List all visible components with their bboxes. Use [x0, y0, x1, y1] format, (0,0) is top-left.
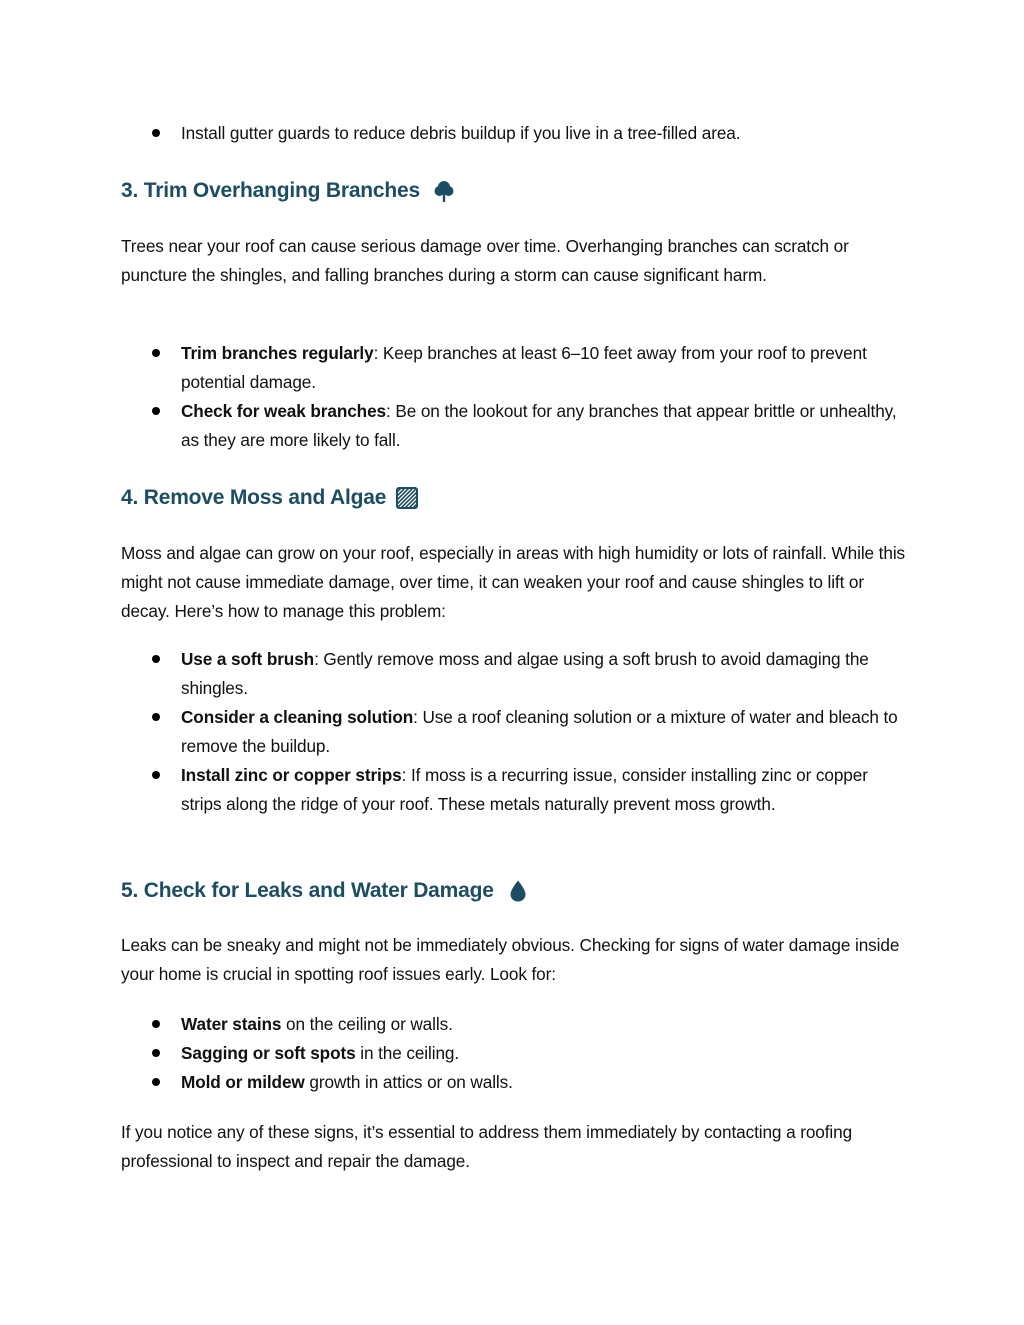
section-check-leaks — [121, 876, 911, 906]
list-item-text: in the ceiling. — [355, 1043, 460, 1063]
water-drop-icon — [506, 879, 530, 903]
bullet-icon — [152, 655, 160, 663]
list-item — [121, 645, 911, 703]
list-item — [121, 703, 911, 761]
section-title: 5. Check for Leaks and Water Damage — [121, 879, 494, 902]
list-item-text: : Keep branches at least 6–10 feet away from your roof to prevent potential damage. — [181, 343, 867, 392]
list-item-bold: Check for weak branches — [181, 401, 386, 421]
section-title: 3. Trim Overhanging Branches — [121, 179, 420, 202]
list-item-text: : Gently remove moss and algae using a soft brush to avoid damaging the shingles. — [181, 649, 869, 698]
section-heading — [121, 483, 911, 513]
closing-paragraph — [121, 1118, 911, 1176]
section-remove-moss — [121, 483, 911, 513]
bullet-icon — [152, 1020, 160, 1028]
bullet-icon — [152, 129, 160, 137]
list-item-text: Install gutter guards to reduce debris buildup if you live in a tree-filled area. — [181, 123, 741, 143]
list-item-text: on the ceiling or walls. — [281, 1014, 453, 1034]
paragraph: Moss and algae can grow on your roof, especially in areas with high humidity or lots of rainfall. While this might not cause immediate damage, over time, it can weaken your roof and cause shingles to lift or decay. Here’s how to manage this problem: — [121, 543, 906, 621]
list-item-bold: Use a soft brush — [181, 649, 315, 669]
list-item — [121, 1039, 911, 1068]
paragraph: If you notice any of these signs, it’s essential to address them immediately by contacting a roofing professional to inspect and repair the damage. — [121, 1122, 853, 1171]
list-item-bold: Sagging or soft spots — [181, 1043, 356, 1063]
tree-icon — [432, 179, 456, 203]
list-item-bold: Consider a cleaning solution — [181, 707, 414, 727]
list-item-text: growth in attics or on walls. — [304, 1072, 513, 1092]
list-item-bold: Install zinc or copper strips — [181, 765, 402, 785]
list-item — [121, 1068, 911, 1097]
section-heading — [121, 876, 911, 906]
list-item-bold: Water stains — [181, 1014, 282, 1034]
list-item — [121, 397, 911, 455]
list-item-text: : Be on the lookout for any branches that appear brittle or unhealthy, as they are more likely to fall. — [181, 401, 897, 450]
section-bullet-list — [121, 339, 911, 455]
bullet-icon — [152, 349, 160, 357]
bullet-icon — [152, 407, 160, 415]
list-item-text: : If moss is a recurring issue, consider installing zinc or copper strips along the ridge of your roof. These metals naturally prevent moss growth. — [181, 765, 868, 814]
list-item-bold: Mold or mildew — [181, 1072, 305, 1092]
section-trim-branches — [121, 176, 911, 206]
intro-bullet-list — [121, 119, 911, 148]
section-paragraph — [121, 931, 911, 989]
list-item — [121, 339, 911, 397]
hatched-square-icon — [395, 486, 419, 510]
paragraph: Trees near your roof can cause serious damage over time. Overhanging branches can scratch or puncture the shingles, and falling branches during a storm can cause significant harm. — [121, 236, 849, 285]
section-bullet-list — [121, 645, 911, 819]
section-heading — [121, 176, 911, 206]
section-paragraph — [121, 232, 911, 290]
list-item-bold: Trim branches regularly — [181, 343, 374, 363]
paragraph: Leaks can be sneaky and might not be immediately obvious. Checking for signs of water damage inside your home is crucial in spotting roof issues early. Look for: — [121, 935, 900, 984]
bullet-icon — [152, 1078, 160, 1086]
bullet-icon — [152, 771, 160, 779]
bullet-icon — [152, 713, 160, 721]
section-bullet-list — [121, 1010, 911, 1097]
section-paragraph — [121, 539, 911, 626]
list-item — [121, 119, 911, 148]
list-item — [121, 761, 911, 819]
list-item-text: : Use a roof cleaning solution or a mixture of water and bleach to remove the buildup. — [181, 707, 898, 756]
section-title: 4. Remove Moss and Algae — [121, 486, 387, 509]
list-item — [121, 1010, 911, 1039]
bullet-icon — [152, 1049, 160, 1057]
